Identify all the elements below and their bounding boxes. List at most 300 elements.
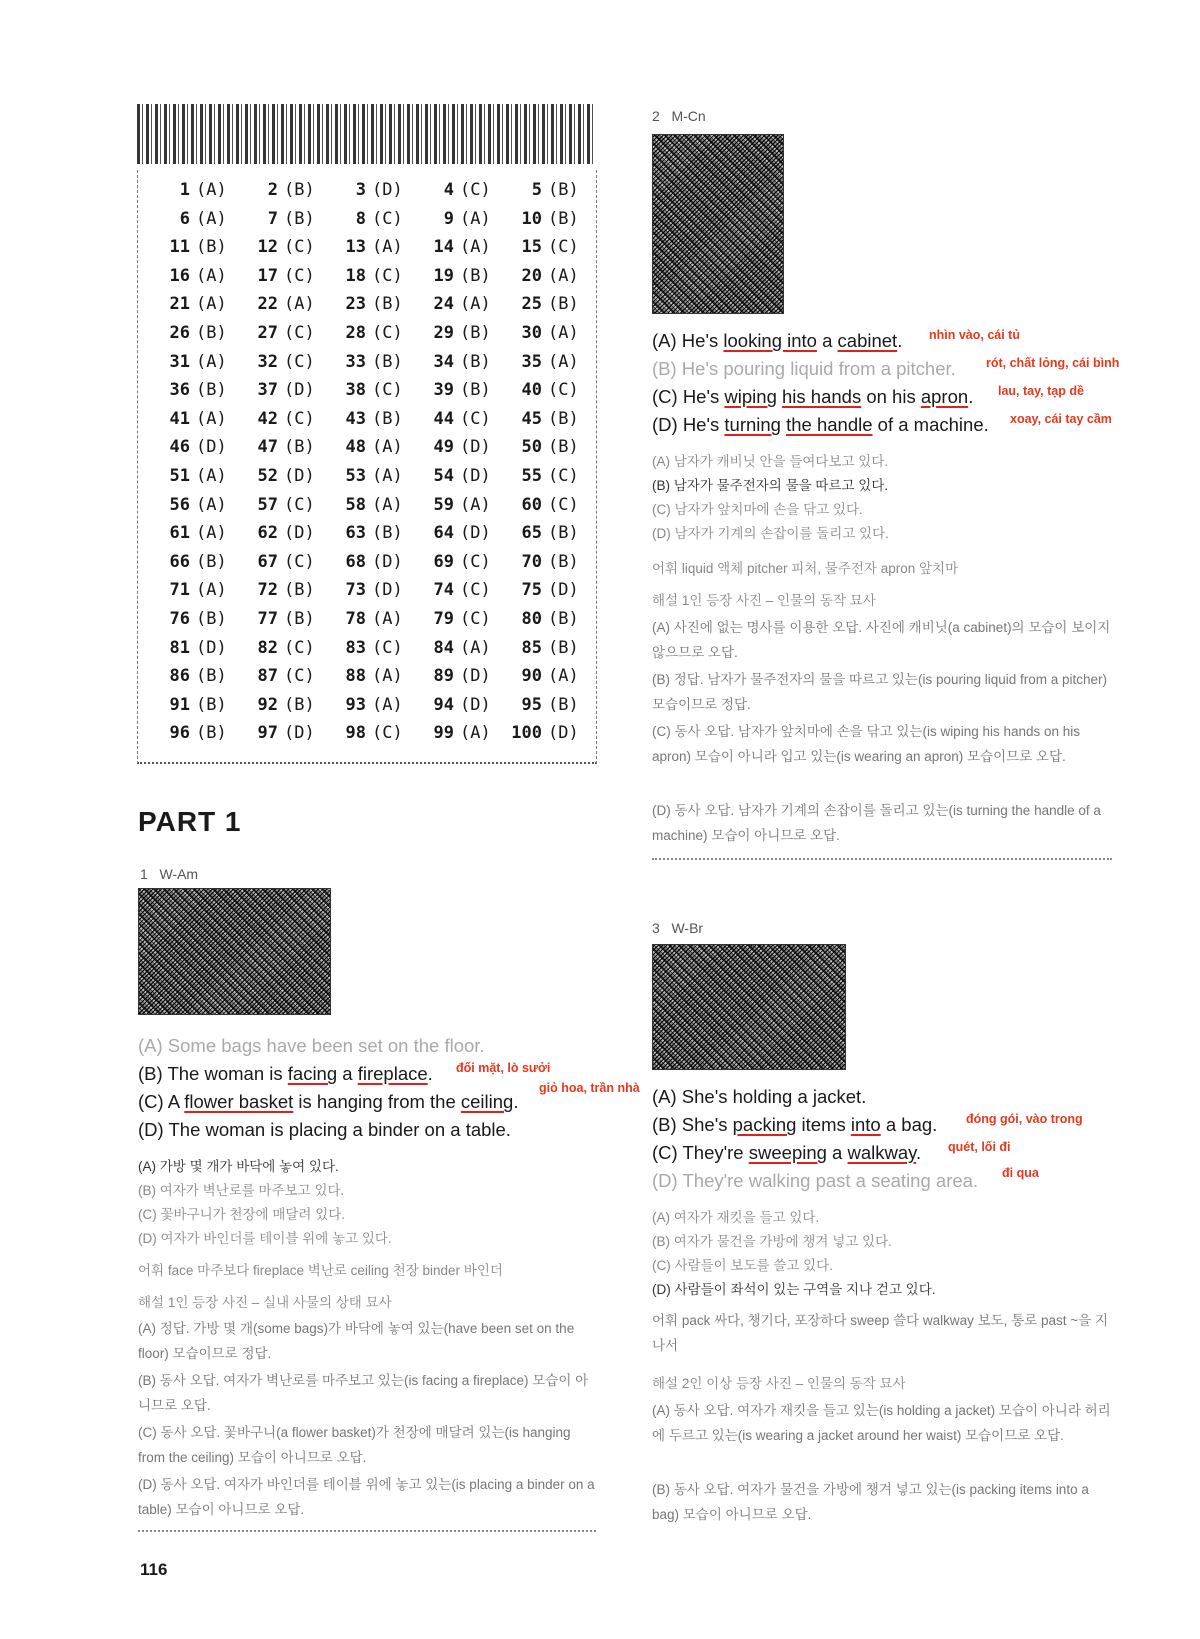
answer-number: 41 [169,408,190,429]
answer-choice: (A) [548,265,579,286]
answer-choice: (B) [372,523,403,544]
q1-kr-b: (B) 여자가 벽난로를 마주보고 있다. [138,1183,345,1198]
part-title: PART 1 [138,806,242,837]
answer-key-item [502,294,590,323]
q2-divider [652,858,1112,860]
q1-option-d: (D) The woman is placing a binder on a table. [138,1119,511,1140]
answer-key-item [326,323,414,352]
answer-key-item [238,380,326,409]
answer-choice: (B) [548,608,579,629]
answer-choice: (B) [548,208,579,229]
answer-choice: (A) [372,694,403,715]
q2-kr-a: (A) 남자가 캐비닛 안을 들여다보고 있다. [652,454,889,469]
answer-choice: (A) [372,608,403,629]
answer-choice: (A) [372,237,403,258]
answer-number: 91 [169,694,190,715]
answer-choice: (D) [460,437,491,458]
answer-number: 37 [257,380,278,401]
answer-number: 80 [521,608,542,629]
answer-choice: (B) [196,608,227,629]
answer-number: 31 [169,351,190,372]
answer-key-item [502,666,590,695]
answer-key-grid [150,180,590,752]
question-1-photo [138,888,331,1015]
answer-number: 13 [345,237,366,258]
answer-choice: (B) [548,408,579,429]
q3-option-d: (D) They're walking past a seating area. [652,1170,979,1191]
answer-number: 30 [521,322,542,343]
answer-key-item [150,523,238,552]
answer-choice: (B) [284,694,315,715]
answer-number: 35 [521,351,542,372]
answer-choice: (B) [548,694,579,715]
q1-explanation-c: (C) 동사 오답. 꽃바구니(a flower basket)가 천장에 매달려 있는(is hanging from the ceiling) 모습이 아니므로 오답. [138,1425,571,1465]
answer-key-item [150,294,238,323]
answer-number: 43 [345,408,366,429]
answer-key-item [238,495,326,524]
answer-choice: (A) [196,208,227,229]
answer-key-item [502,638,590,667]
answer-number: 65 [521,523,542,544]
answer-key-item [326,638,414,667]
answer-choice: (D) [460,694,491,715]
answer-key-header [137,104,595,164]
answer-choice: (C) [284,637,315,658]
q1-kr-a: (A) 가방 몇 개가 바닥에 놓여 있다. [138,1159,339,1174]
answer-choice: (A) [548,351,579,372]
answer-key-item [238,666,326,695]
answer-number: 89 [433,666,454,687]
answer-number: 55 [521,465,542,486]
answer-choice: (C) [284,494,315,515]
q2-note-b: rót, chất lỏng, cái bình [986,356,1120,370]
answer-choice: (D) [548,580,579,601]
answer-number: 16 [169,265,190,286]
answer-choice: (C) [372,265,403,286]
answer-number: 2 [267,180,278,200]
answer-key-item [326,352,414,381]
answer-choice: (B) [196,666,227,687]
answer-number: 34 [433,351,454,372]
q2-note-c: lau, tay, tạp dề [998,384,1084,398]
answer-number: 33 [345,351,366,372]
answer-number: 84 [433,637,454,658]
q3-option-c: (C) They're sweeping a walkway. [652,1142,922,1163]
speaker-label: W-Br [671,920,704,936]
q2-option-b: (B) He's pouring liquid from a pitcher. [652,358,956,379]
q1-explanation-head: 해설 1인 등장 사진 – 실내 사물의 상태 묘사 [138,1295,392,1310]
answer-number: 66 [169,551,190,572]
answer-number: 48 [345,437,366,458]
answer-number: 77 [257,608,278,629]
q1-kr-d: (D) 여자가 바인더를 테이블 위에 놓고 있다. [138,1231,392,1246]
question-number: 2 [652,108,660,124]
answer-key-item [326,266,414,295]
q1-option-a: (A) Some bags have been set on the floor. [138,1035,485,1056]
answer-number: 82 [257,637,278,658]
q3-kr-c: (C) 사람들이 보도를 쓸고 있다. [652,1258,833,1273]
q3-note-b: đóng gói, vào trong [966,1112,1083,1126]
answer-number: 20 [521,265,542,286]
answer-number: 49 [433,437,454,458]
page-number: 116 [140,1560,168,1579]
answer-choice: (C) [284,322,315,343]
answer-key-item [326,209,414,238]
answer-key-item [238,237,326,266]
answer-key-item [238,523,326,552]
answer-choice: (A) [196,351,227,372]
q2-option-c: (C) He's wiping his hands on his apron. [652,386,974,407]
answer-key-item [414,266,502,295]
q1-option-b: (B) The woman is facing a fireplace. [138,1063,433,1084]
q3-note-d: đi qua [1002,1166,1039,1180]
answer-key-item [326,380,414,409]
answer-number: 64 [433,523,454,544]
answer-key-item [150,495,238,524]
answer-key-item [326,294,414,323]
answer-key-item [502,523,590,552]
answer-key-item [150,409,238,438]
answer-choice: (D) [372,180,403,200]
speaker-label: M-Cn [671,108,706,124]
answer-number: 9 [443,208,454,229]
answer-number: 98 [345,723,366,744]
answer-number: 53 [345,465,366,486]
answer-key-item [238,609,326,638]
answer-number: 51 [169,465,190,486]
answer-choice: (C) [372,723,403,744]
answer-key-item [238,266,326,295]
answer-key-item [150,209,238,238]
answer-number: 15 [521,237,542,258]
answer-choice: (A) [196,465,227,486]
answer-number: 100 [511,723,542,744]
answer-key-item [502,695,590,724]
answer-number: 32 [257,351,278,372]
answer-choice: (D) [460,523,491,544]
answer-key-item [414,638,502,667]
answer-key-item [502,495,590,524]
answer-number: 14 [433,237,454,258]
answer-choice: (C) [548,494,579,515]
answer-choice: (A) [372,437,403,458]
answer-key-item [238,580,326,609]
answer-choice: (D) [196,437,227,458]
answer-number: 3 [355,180,366,200]
answer-number: 57 [257,494,278,515]
answer-key-item [150,580,238,609]
answer-number: 62 [257,523,278,544]
answer-key-item [414,580,502,609]
answer-number: 72 [257,580,278,601]
answer-choice: (C) [284,237,315,258]
answer-key-item [150,437,238,466]
answer-key-item [150,352,238,381]
answer-number: 45 [521,408,542,429]
answer-key-item [150,466,238,495]
answer-number: 85 [521,637,542,658]
answer-key-item [326,666,414,695]
answer-number: 79 [433,608,454,629]
answer-choice: (B) [284,437,315,458]
answer-number: 25 [521,294,542,315]
answer-key-item [150,180,238,209]
answer-key-item [238,695,326,724]
answer-key-item [414,695,502,724]
answer-key-item [502,352,590,381]
answer-key-item [150,638,238,667]
answer-choice: (A) [548,666,579,687]
answer-choice: (A) [460,237,491,258]
answer-number: 8 [355,208,366,229]
answer-number: 10 [521,208,542,229]
answer-number: 99 [433,723,454,744]
answer-choice: (D) [284,465,315,486]
answer-key-item [150,552,238,581]
answer-number: 1 [179,180,190,200]
answer-choice: (D) [372,580,403,601]
answer-key-item [414,323,502,352]
answer-choice: (C) [548,237,579,258]
question-3-header [652,920,703,936]
question-2-header [652,108,706,124]
answer-choice: (C) [284,666,315,687]
answer-key-item [238,638,326,667]
q3-kr-b: (B) 여자가 물건을 가방에 챙겨 넣고 있다. [652,1234,892,1249]
q2-option-a: (A) He's looking into a cabinet. [652,330,903,351]
answer-key-item [326,552,414,581]
q3-option-b: (B) She's packing items into a bag. [652,1114,938,1135]
answer-choice: (A) [196,580,227,601]
answer-choice: (C) [460,551,491,572]
answer-key-item [502,609,590,638]
question-number: 1 [140,866,148,882]
answer-number: 87 [257,666,278,687]
q3-explanation-head: 해설 2인 이상 등장 사진 – 인물의 동작 묘사 [652,1376,906,1391]
q2-vocab: 어휘 liquid 액체 pitcher 피처, 물주전자 apron 앞치마 [652,561,959,576]
answer-key-item [414,237,502,266]
answer-key-item [238,294,326,323]
answer-choice: (B) [196,237,227,258]
answer-key-item [150,609,238,638]
answer-key-item [238,437,326,466]
question-number: 3 [652,920,660,936]
answer-choice: (C) [460,608,491,629]
q2-explanation-a: (A) 사진에 없는 명사를 이용한 오답. 사진에 캐비닛(a cabinet)의 모습이 보이지 않으므로 오답. [652,620,1111,660]
answer-number: 78 [345,608,366,629]
answer-choice: (A) [460,723,491,744]
q1-explanation-d: (D) 동사 오답. 여자가 바인더를 테이블 위에 놓고 있는(is placing a binder on a table) 모습이 아니므로 오답. [138,1477,595,1517]
answer-number: 76 [169,608,190,629]
answer-number: 46 [169,437,190,458]
answer-number: 38 [345,380,366,401]
answer-choice: (A) [460,637,491,658]
answer-key-item [414,523,502,552]
answer-number: 61 [169,523,190,544]
answer-key-item [238,323,326,352]
answer-key-item [150,323,238,352]
answer-choice: (A) [460,494,491,515]
answer-choice: (B) [548,637,579,658]
question-2-photo [652,134,784,314]
answer-choice: (D) [284,723,315,744]
answer-key-item [238,180,326,209]
answer-key-item [414,723,502,752]
answer-key-item [326,580,414,609]
answer-choice: (B) [460,265,491,286]
answer-choice: (D) [196,637,227,658]
answer-key-item [150,380,238,409]
answer-choice: (C) [548,465,579,486]
q3-vocab: 어휘 pack 싸다, 챙기다, 포장하다 sweep 쓸다 walkway 보도, 통로 past ~을 지나서 [652,1313,1108,1353]
answer-number: 93 [345,694,366,715]
answer-choice: (C) [460,580,491,601]
answer-number: 6 [179,208,190,229]
answer-choice: (A) [372,494,403,515]
answer-choice: (A) [196,523,227,544]
answer-number: 12 [257,237,278,258]
answer-number: 95 [521,694,542,715]
answer-number: 94 [433,694,454,715]
answer-number: 69 [433,551,454,572]
answer-key-item [238,209,326,238]
answer-number: 7 [267,208,278,229]
answer-number: 73 [345,580,366,601]
answer-choice: (B) [548,180,579,200]
q2-kr-b: (B) 남자가 물주전자의 물을 따르고 있다. [652,478,889,493]
answer-key-item [502,266,590,295]
answer-key-item [414,409,502,438]
answer-key-item [238,552,326,581]
answer-key-item [502,437,590,466]
answer-key-item [414,209,502,238]
answer-choice: (D) [460,465,491,486]
answer-key-item [414,552,502,581]
answer-number: 47 [257,437,278,458]
answer-number: 54 [433,465,454,486]
q2-option-d: (D) He's turning the handle of a machine. [652,414,989,435]
answer-key-item [326,237,414,266]
answer-key-item [414,380,502,409]
answer-key-item [414,495,502,524]
answer-choice: (C) [372,322,403,343]
answer-choice: (A) [284,294,315,315]
answer-number: 39 [433,380,454,401]
answer-key-item [326,723,414,752]
answer-choice: (A) [196,408,227,429]
answer-choice: (B) [372,294,403,315]
answer-choice: (B) [372,351,403,372]
answer-number: 50 [521,437,542,458]
answer-key-item [326,409,414,438]
q1-note-b: đối mặt, lò sưởi [456,1061,551,1075]
answer-key-item [502,723,590,752]
answer-choice: (A) [196,265,227,286]
q2-note-a: nhìn vào, cái tủ [929,328,1020,342]
answer-choice: (B) [460,380,491,401]
answer-choice: (D) [284,380,315,401]
answer-number: 67 [257,551,278,572]
answer-key-item [502,209,590,238]
answer-key-item [150,723,238,752]
answer-key-item [238,466,326,495]
answer-choice: (B) [372,408,403,429]
answer-key-item [414,666,502,695]
answer-choice: (B) [284,208,315,229]
answer-key-item [414,352,502,381]
answer-choice: (C) [460,408,491,429]
answer-number: 40 [521,380,542,401]
answer-key-item [502,409,590,438]
q1-vocab: 어휘 face 마주보다 fireplace 벽난로 ceiling 천장 binder 바인더 [138,1263,503,1278]
answer-choice: (B) [284,580,315,601]
answer-choice: (B) [284,608,315,629]
q2-explanation-b: (B) 정답. 남자가 물주전자의 물을 따르고 있는(is pouring liquid from a pitcher) 모습이므로 정답. [652,672,1108,712]
answer-key-item [502,180,590,209]
answer-number: 75 [521,580,542,601]
answer-choice: (A) [372,666,403,687]
answer-choice: (C) [284,551,315,572]
answer-choice: (C) [372,208,403,229]
answer-number: 42 [257,408,278,429]
answer-number: 81 [169,637,190,658]
q3-kr-d: (D) 사람들이 좌석이 있는 구역을 지나 걷고 있다. [652,1282,936,1297]
answer-key-item [326,609,414,638]
answer-key-item [326,437,414,466]
answer-number: 27 [257,322,278,343]
answer-choice: (A) [460,208,491,229]
answer-number: 18 [345,265,366,286]
answer-number: 68 [345,551,366,572]
answer-key-item [150,237,238,266]
answer-number: 44 [433,408,454,429]
answer-choice: (B) [196,551,227,572]
answer-key-item [502,380,590,409]
answer-key-item [502,323,590,352]
q1-option-c: (C) A flower basket is hanging from the ceiling. [138,1091,519,1112]
answer-number: 71 [169,580,190,601]
q2-explanation-d: (D) 동사 오답. 남자가 기계의 손잡이를 돌리고 있는(is turning the handle of a machine) 모습이 아니므로 오답. [652,803,1101,843]
answer-choice: (B) [196,380,227,401]
answer-choice: (A) [372,465,403,486]
answer-choice: (C) [284,265,315,286]
answer-choice: (A) [460,294,491,315]
answer-choice: (A) [196,180,227,200]
q2-note-d: xoay, cái tay cầm [1010,412,1112,426]
answer-choice: (C) [460,180,491,200]
answer-choice: (D) [460,666,491,687]
q2-kr-d: (D) 남자가 기계의 손잡이를 돌리고 있다. [652,526,889,541]
answer-number: 56 [169,494,190,515]
answer-number: 22 [257,294,278,315]
q3-option-a: (A) She's holding a jacket. [652,1086,867,1107]
answer-choice: (B) [548,523,579,544]
answer-number: 74 [433,580,454,601]
answer-key-item [414,180,502,209]
answer-key-item [238,409,326,438]
answer-choice: (A) [548,322,579,343]
answer-choice: (C) [284,351,315,372]
answer-number: 63 [345,523,366,544]
answer-key-item [414,466,502,495]
answer-key-item [502,552,590,581]
answer-number: 60 [521,494,542,515]
answer-number: 21 [169,294,190,315]
answer-choice: (C) [372,637,403,658]
question-3-photo [652,944,846,1070]
answer-key-item [502,466,590,495]
answer-number: 90 [521,666,542,687]
